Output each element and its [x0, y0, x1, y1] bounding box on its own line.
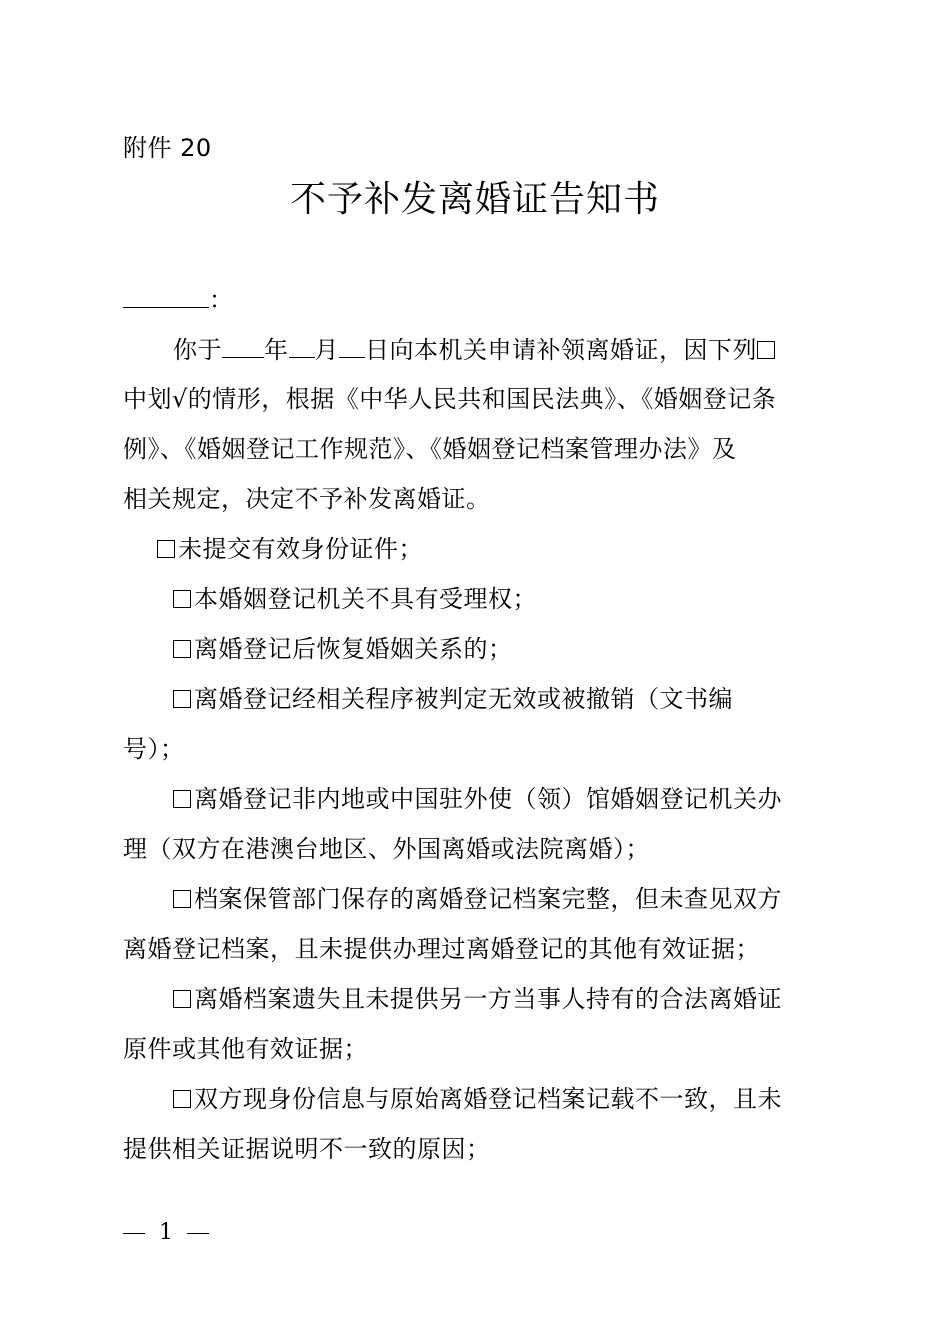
list-item: [173, 633, 513, 665]
month-blank[interactable]: [289, 333, 315, 358]
list-item: [173, 1083, 782, 1115]
checkbox[interactable]: [173, 990, 191, 1008]
item-text: 离婚登记后恢复婚姻关系的；: [194, 635, 513, 663]
page-number: 1: [159, 1220, 173, 1245]
checkbox[interactable]: [173, 890, 191, 908]
year-blank[interactable]: [222, 333, 264, 358]
checkbox[interactable]: [173, 590, 191, 608]
list-item: [173, 583, 537, 615]
document-title: 不予补发离婚证告知书: [289, 179, 660, 220]
list-item: [173, 883, 782, 915]
addressee-blank[interactable]: [123, 283, 209, 308]
page-footer: [123, 1218, 209, 1248]
item-text: 离婚登记非内地或中国驻外使（领）馆婚姻登记机关办: [194, 785, 782, 813]
day-label-text: 日向本机关申请补领离婚证，因下列: [365, 336, 757, 364]
intro-line-1: [173, 333, 778, 366]
list-item: [173, 683, 733, 715]
intro-text: 你于: [173, 336, 222, 364]
list-item: [173, 783, 782, 815]
list-item-continuation: 提供相关证据说明不一致的原因；: [123, 1135, 491, 1163]
checkbox[interactable]: [173, 640, 191, 658]
checkbox-icon: [757, 341, 775, 359]
dash-right: [187, 1233, 209, 1234]
item-text: 离婚档案遗失且未提供另一方当事人持有的合法离婚证: [194, 985, 782, 1013]
list-item-continuation: 理（双方在港澳台地区、外国离婚或法院离婚）；: [123, 835, 650, 863]
intro-line-4: 相关规定，决定不予补发离婚证。: [123, 485, 491, 513]
checkbox[interactable]: [173, 790, 191, 808]
intro-line-3: 例》、《婚姻登记工作规范》、《婚姻登记档案管理办法》及: [123, 435, 737, 463]
intro-line-2: 中划√的情形，根据《中华人民共和国民法典》、《婚姻登记条: [123, 385, 777, 413]
list-item: [173, 983, 782, 1015]
list-item-continuation: 离婚登记档案，且未提供办理过离婚登记的其他有效证据；: [123, 935, 760, 963]
dash-left: [123, 1233, 145, 1234]
item-text: 本婚姻登记机关不具有受理权；: [194, 585, 537, 613]
item-text: 档案保管部门保存的离婚登记档案完整，但未查见双方: [194, 885, 782, 913]
item-text: 离婚登记经相关程序被判定无效或被撤销（文书编: [194, 685, 733, 713]
checkbox[interactable]: [157, 540, 175, 558]
day-blank[interactable]: [339, 333, 365, 358]
attachment-label: 附件 20: [123, 134, 212, 162]
addressee-line: [123, 283, 234, 316]
item-text: 未提交有效身份证件；: [178, 535, 423, 563]
list-item-continuation: 号）；: [123, 735, 185, 763]
year-label: 年: [264, 336, 289, 364]
checkbox[interactable]: [173, 1090, 191, 1108]
checkbox[interactable]: [173, 690, 191, 708]
list-item: [157, 533, 423, 565]
addressee-colon: ：: [209, 286, 234, 314]
list-item-continuation: 原件或其他有效证据；: [123, 1035, 368, 1063]
month-label: 月: [314, 336, 339, 364]
item-text: 双方现身份信息与原始离婚登记档案记载不一致，且未: [194, 1085, 782, 1113]
